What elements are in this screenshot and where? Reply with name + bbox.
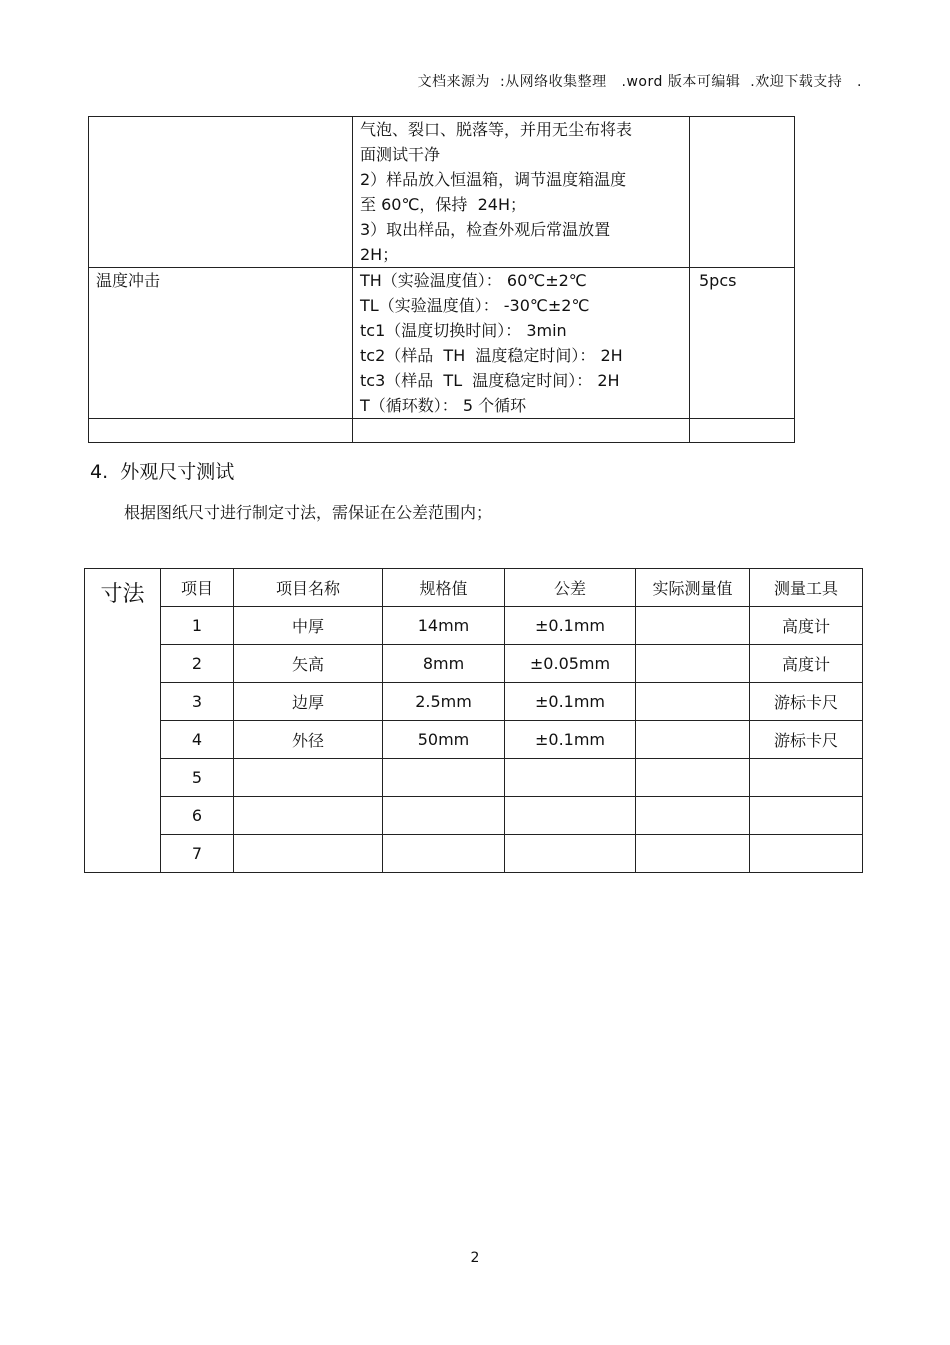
- test-item-cell: 温度冲击: [89, 268, 353, 419]
- empty-cell: [89, 419, 353, 443]
- item-number-cell: 1: [161, 607, 234, 645]
- test-method-cell: [353, 117, 690, 268]
- measured-value-cell: [636, 683, 750, 721]
- spec-value-cell: [383, 835, 505, 873]
- tool-cell: 高度计: [750, 645, 863, 683]
- method-line: 2）样品放入恒温箱，调节温度箱温度: [360, 170, 627, 189]
- empty-cell: [353, 419, 690, 443]
- table-row: [89, 419, 795, 443]
- sample-qty-cell: 5pcs: [690, 268, 795, 419]
- dimension-table: [84, 568, 863, 873]
- tolerance-cell: ±0.1mm: [505, 683, 636, 721]
- tolerance-cell: [505, 759, 636, 797]
- item-number-cell: 6: [161, 797, 234, 835]
- tolerance-cell: ±0.1mm: [505, 607, 636, 645]
- tolerance-cell: [505, 835, 636, 873]
- test-method-cell: [353, 268, 690, 419]
- column-header: 项目: [161, 569, 234, 607]
- spec-value-cell: 2.5mm: [383, 683, 505, 721]
- item-name-cell: 外径: [234, 721, 383, 759]
- test-item-cell: [89, 117, 353, 268]
- table-row: [85, 645, 863, 683]
- table-row: [89, 117, 795, 268]
- tool-cell: 游标卡尺: [750, 683, 863, 721]
- item-name-cell: 中厚: [234, 607, 383, 645]
- table-row: [89, 268, 795, 419]
- spec-value-cell: 50mm: [383, 721, 505, 759]
- measured-value-cell: [636, 759, 750, 797]
- method-line: tc3（样品 TL 温度稳定时间）： 2H: [360, 371, 620, 390]
- column-header: 测量工具: [750, 569, 863, 607]
- measured-value-cell: [636, 607, 750, 645]
- item-name-cell: 边厚: [234, 683, 383, 721]
- spec-value-cell: [383, 759, 505, 797]
- column-header: 规格值: [383, 569, 505, 607]
- column-header: 实际测量值: [636, 569, 750, 607]
- method-line: 气泡、裂口、脱落等，并用无尘布将表: [360, 120, 633, 139]
- table-header-row: [85, 569, 863, 607]
- tolerance-cell: ±0.1mm: [505, 721, 636, 759]
- tolerance-cell: [505, 797, 636, 835]
- sample-qty-cell: [690, 117, 795, 268]
- empty-cell: [690, 419, 795, 443]
- column-header: 公差: [505, 569, 636, 607]
- page-number: 2: [470, 1250, 480, 1266]
- method-line: tc1（温度切换时间）： 3min: [360, 321, 567, 340]
- column-header: 项目名称: [234, 569, 383, 607]
- tool-cell: 高度计: [750, 607, 863, 645]
- method-line: TH（实验温度值）： 60℃±2℃: [360, 271, 587, 290]
- table-row: [85, 721, 863, 759]
- table-row: [85, 835, 863, 873]
- table-row: [85, 607, 863, 645]
- measured-value-cell: [636, 645, 750, 683]
- item-name-cell: 矢高: [234, 645, 383, 683]
- spec-value-cell: [383, 797, 505, 835]
- item-number-cell: 3: [161, 683, 234, 721]
- tool-cell: [750, 797, 863, 835]
- measured-value-cell: [636, 797, 750, 835]
- table-row: [85, 759, 863, 797]
- spec-value-cell: 8mm: [383, 645, 505, 683]
- test-conditions-table: [88, 116, 795, 443]
- table-row: [85, 797, 863, 835]
- item-number-cell: 5: [161, 759, 234, 797]
- tool-cell: [750, 759, 863, 797]
- method-line: tc2（样品 TH 温度稳定时间）： 2H: [360, 346, 623, 365]
- measured-value-cell: [636, 835, 750, 873]
- section-description: 根据图纸尺寸进行制定寸法，需保证在公差范围内；: [124, 503, 493, 522]
- tool-cell: 游标卡尺: [750, 721, 863, 759]
- item-number-cell: 2: [161, 645, 234, 683]
- item-name-cell: [234, 797, 383, 835]
- tolerance-cell: ±0.05mm: [505, 645, 636, 683]
- method-line: 2H；: [360, 245, 399, 264]
- method-line: T（循环数）： 5 个循环: [360, 396, 527, 415]
- section-title: 4. 外观尺寸测试: [90, 461, 235, 483]
- measured-value-cell: [636, 721, 750, 759]
- table-row: [85, 683, 863, 721]
- spec-value-cell: 14mm: [383, 607, 505, 645]
- item-name-cell: [234, 835, 383, 873]
- method-line: 面测试干净: [360, 145, 441, 164]
- dimension-label: 寸法: [85, 569, 161, 873]
- method-line: 3）取出样品，检查外观后常温放置: [360, 220, 611, 239]
- item-number-cell: 4: [161, 721, 234, 759]
- method-line: TL（实验温度值）： -30℃±2℃: [360, 296, 590, 315]
- page-header: 文档来源为 :从网络收集整理 .word 版本可编辑 .欢迎下载支持 .: [417, 74, 862, 90]
- item-number-cell: 7: [161, 835, 234, 873]
- method-line: 至 60℃，保持 24H；: [360, 195, 526, 214]
- item-name-cell: [234, 759, 383, 797]
- tool-cell: [750, 835, 863, 873]
